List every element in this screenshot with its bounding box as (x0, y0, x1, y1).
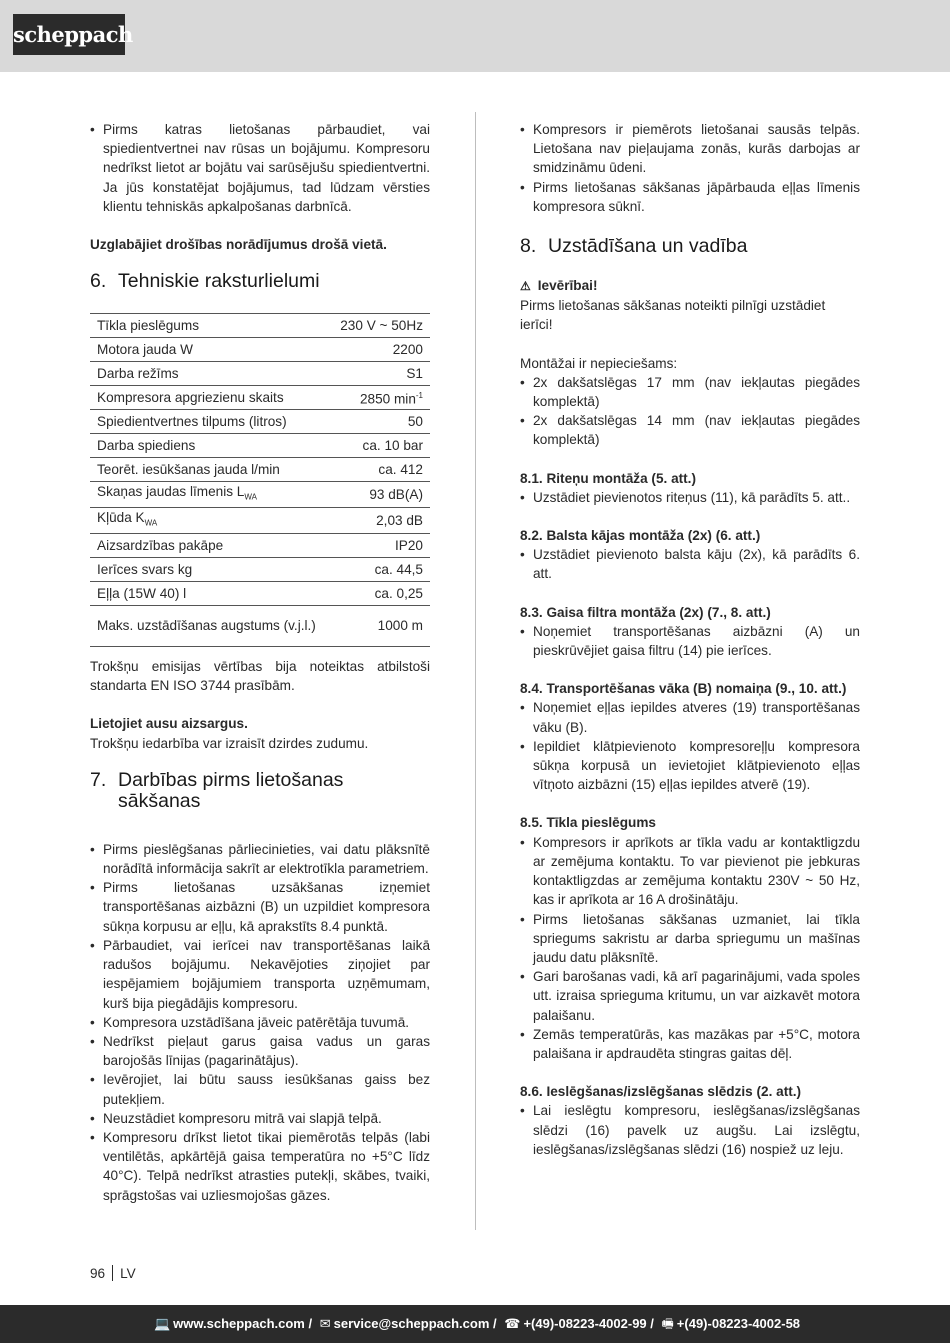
list-item: • 2x dakšatslēgas 14 mm (nav iekļautas piegādes komplektā) (520, 411, 860, 449)
table-row (90, 458, 430, 482)
phone-number: +(49)-08223-4002-99 / (523, 1316, 654, 1331)
warning-title: ⚠ Ievērībai! (520, 276, 860, 296)
list-item: • Pirms lietošanas sākšanas jāpārbauda eļļas līmenis kompresora sūknī. (520, 178, 860, 216)
spec-label: Skaņas jaudas līmenis $L_{WA}$ (90, 482, 330, 508)
spec-label: Kompresora apgriezienu skaits (90, 386, 330, 410)
subsection-title: 8.5. Tīkla pieslēgums (520, 815, 656, 831)
table-row (90, 482, 430, 508)
table-row (90, 314, 430, 338)
list-item: • Pirms lietošanas sākšanas uzmaniet, lai tīkla spriegums sakristu ar darba spriegumu un mašīnas jaudu datu plāksnītē. (520, 910, 860, 968)
subsection (520, 469, 860, 507)
keep-note: Uzglabājiet drošības norādījumus drošā vietā. (90, 237, 387, 253)
warning-text: Pirms lietošanas sākšanas noteikti pilnīgi uzstādiet ierīci! (520, 298, 826, 333)
list-item: • Pirms lietošanas uzsākšanas izņemiet transportēšanas aizbāzni (B) un uzpildiet kompresora sūkņa korpusu ar eļļu, kā aprakstīts 8.4 punktā. (90, 878, 430, 936)
list-item: • Kompresors ir aprīkots ar tīkla vadu ar kontaktligzdu ar zemējuma kontaktu. To var pievienot pie jebkuras kontaktligzdas ar zemējuma kontaktu 230V ~ 50 Hz, kas ir aprīkota ar 16 A drošinātāju. (520, 833, 860, 910)
spec-label: Ierīces svars kg (90, 558, 330, 582)
top-bar (0, 0, 950, 72)
column-divider (475, 112, 476, 1230)
section-7-heading: 7. Darbības pirms lietošanas sākšanas (90, 768, 344, 812)
fax-number: +(49)-08223-4002-58 (676, 1316, 801, 1331)
intro-list (90, 120, 430, 216)
subsection-title: 8.4. Transportēšanas vāka (B) nomaiņa (9., 10. att.) (520, 681, 847, 697)
website-link[interactable]: www.scheppach.com / (173, 1316, 313, 1331)
mail-icon: ✉ (319, 1316, 331, 1331)
spec-value: 2200 (330, 338, 430, 362)
right-column (520, 120, 860, 1159)
list-item: • Gari barošanas vadi, kā arī pagarinājumi, vada spoles utt. izraisa sprieguma kritumu, un var aizkavēt motora palaišanu. (520, 967, 860, 1025)
list-item: • Zemās temperatūrās, kas mazākas par +5°C, motora palaišana ir apdraudēta stingras gaitas dēļ. (520, 1025, 860, 1063)
spec-value: ca. 412 (330, 458, 430, 482)
list-item: • Kompresoru drīkst lietot tikai piemērotās telpās (labi ventilētās, apkārtējā gaisa temperatūra no +5°C līdz 40°C). Telpā nedrīkst atrasties putekļi, skābes, tvaiki, sprāgstošas vai uzliesmojošas gāzes. (90, 1128, 430, 1205)
spec-label: Kļūda $K_{WA}$ (90, 508, 330, 534)
contact-bar (0, 1305, 950, 1343)
table-row (90, 558, 430, 582)
list-item: • Kompresora uzstādīšana jāveic patērētāja tuvumā. (90, 1013, 430, 1032)
noise-text: Trokšņu emisijas vērtības bija noteiktas atbilstoši standarta EN ISO 3744 prasībām. (90, 659, 430, 694)
spec-label: Darba spiediens (90, 434, 330, 458)
ear-protection-text: Trokšņu iedarbība var izraisīt dzirdes zudumu. (90, 735, 369, 751)
spec-label: Motora jauda W (90, 338, 330, 362)
section-7-list (90, 840, 430, 1205)
subsection-title: 8.1. Riteņu montāža (5. att.) (520, 470, 696, 486)
fax-icon: 🖷 (661, 1316, 674, 1331)
page-number: 96 (90, 1266, 106, 1281)
computer-icon: 💻 (153, 1316, 171, 1331)
subsection-title: 8.2. Balsta kājas montāža (2x) (6. att.) (520, 528, 761, 544)
scheppach-logo: scheppach (13, 14, 125, 55)
subsection (520, 1082, 860, 1159)
section-6-heading: 6. Tehniskie raksturlielumi (90, 270, 320, 293)
list-item: • Neuzstādiet kompresoru mitrā vai slapjā telpā. (90, 1109, 430, 1128)
list-item: • Kompresors ir piemērots lietošanai sausās telpās. Lietošana nav pieļaujama zonās, kurās darbojas ar smidzināmu ūdeni. (520, 120, 860, 178)
list-item: • Pārbaudiet, vai ierīcei nav transportēšanas laikā radušos bojājumu. Nekavējoties ziņojiet par iespējamiem bojājumiem transporta uzņēmumam, kurš bija piegādājis kompresoru. (90, 936, 430, 1013)
subsection (520, 603, 860, 661)
spec-label: Eļļa (15W 40) l (90, 582, 330, 606)
list-item: • 2x dakšatslēgas 17 mm (nav iekļautas piegādes komplektā) (520, 373, 860, 411)
subsections (520, 469, 860, 1159)
spec-label: Spiedientvertnes tilpums (litros) (90, 410, 330, 434)
spec-label: Darba režīms (90, 362, 330, 386)
spec-value: ca. 44,5 (330, 558, 430, 582)
warning-icon: ⚠ (520, 279, 531, 294)
subsection (520, 526, 860, 584)
spec-value: IP20 (330, 534, 430, 558)
list-item: • Noņemiet eļļas iepildes atveres (19) transportēšanas vāku (B). (520, 698, 860, 736)
table-row (90, 606, 430, 647)
spec-value: 50 (330, 410, 430, 434)
spec-label: Maks. uzstādīšanas augstums (v.j.l.) (90, 606, 330, 647)
phone-icon: ☎ (504, 1316, 521, 1331)
list-item: • Pirms katras lietošanas pārbaudiet, vai spiedientvertnei nav rūsas un bojājumu. Kompresoru nedrīkst lietot ar bojātu vai sarūsējušu spiedientvertni. Ja jūs konstatējat bojājumus, tad lūdzam vērsties klientu tehniskās apkalpošanas darbnīcā. (90, 120, 430, 216)
spec-value: S1 (330, 362, 430, 386)
subsection-list (520, 488, 860, 507)
table-row (90, 362, 430, 386)
spec-label: Aizsardzības pakāpe (90, 534, 330, 558)
table-row (90, 386, 430, 410)
subsection-list (520, 833, 860, 1063)
ear-protection-title: Lietojiet ausu aizsargus. (90, 716, 248, 732)
page-footer (90, 1265, 136, 1281)
list-item: • Nedrīkst pieļaut garus gaisa vadus un garas barojošās līnijas (pagarinātājus). (90, 1032, 430, 1070)
section-8-heading: 8. Uzstādīšana un vadība (520, 235, 748, 258)
spec-value: ca. 0,25 (330, 582, 430, 606)
list-item: • Noņemiet transportēšanas aizbāzni (A) un pieskrūvējiet gaisa filtru (14) pie ierīces. (520, 622, 860, 660)
list-item: • Lai ieslēgtu kompresoru, ieslēgšanas/izslēgšanas slēdzi (16) pavelk uz augšu. Lai izslēgtu, ieslēgšanas/izslēgšanas slēdzi (16) nospiež uz leju. (520, 1101, 860, 1159)
table-row (90, 534, 430, 558)
table-row (90, 410, 430, 434)
spec-value: 93 dB(A) (330, 482, 430, 508)
assembly-intro: Montāžai ir nepieciešams: (520, 355, 678, 371)
subsection (520, 813, 860, 1063)
subsection-list (520, 622, 860, 660)
subsection-list (520, 1101, 860, 1159)
spec-label: Teorēt. iesūkšanas jauda l/min (90, 458, 330, 482)
subsection-title: 8.6. Ieslēgšanas/izslēgšanas slēdzis (2. att.) (520, 1084, 802, 1100)
language-code: LV (120, 1266, 136, 1281)
assembly-list (520, 373, 860, 450)
table-row (90, 434, 430, 458)
left-column (90, 120, 430, 1205)
spec-value: 230 V ~ 50Hz (330, 314, 430, 338)
subsection-list (520, 545, 860, 583)
table-row (90, 508, 430, 534)
table-row (90, 338, 430, 362)
list-item: • Ievērojiet, lai būtu sauss iesūkšanas gaiss bez putekļiem. (90, 1070, 430, 1108)
spec-value: 2,03 dB (330, 508, 430, 534)
list-item: • Pirms pieslēgšanas pārliecinieties, vai datu plāksnītē norādītā informācija sakrīt ar elektrotīkla parametriem. (90, 840, 430, 878)
spec-value: ca. 10 bar (330, 434, 430, 458)
spec-label: Tīkla pieslēgums (90, 314, 330, 338)
subsection-list (520, 698, 860, 794)
subsection-title: 8.3. Gaisa filtra montāža (2x) (7., 8. att.) (520, 604, 771, 620)
spec-value: 1000 m (330, 606, 430, 647)
list-item: • Uzstādiet pievienoto balsta kāju (2x), kā parādīts 6. att. (520, 545, 860, 583)
spec-value: 2850 $\min^{-1}$ (330, 386, 430, 410)
table-row (90, 582, 430, 606)
list-item: • Iepildiet klātpievienoto kompresoreļļu kompresora sūkņa korpusā un ievietojiet klātpievienoto eļļas vītņoto aizbāzni (15) eļļas iepildes atverē (19). (520, 737, 860, 795)
right-top-list (520, 120, 860, 216)
email-link[interactable]: service@scheppach.com / (333, 1316, 497, 1331)
specs-table (90, 313, 430, 647)
subsection (520, 679, 860, 794)
list-item: • Uzstādiet pievienotos riteņus (11), kā parādīts 5. att.. (520, 488, 860, 507)
